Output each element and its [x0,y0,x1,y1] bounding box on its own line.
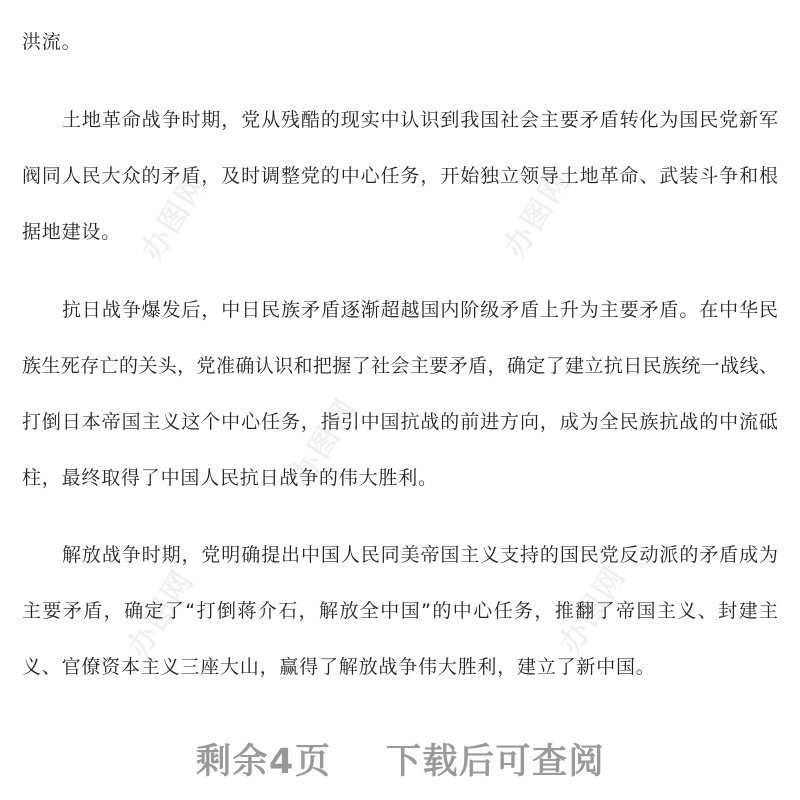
download-hint-link[interactable]: 下载后可查阅 [386,742,606,782]
watermark: 办图网 [284,391,366,492]
watermark: 办图网 [120,563,202,664]
remaining-pages-label: 剩余4页 [196,742,332,782]
text-line: 柱，最终取得了中国人民抗日战争的伟大胜利。 [22,467,438,489]
text-line: 阀同人民大众的矛盾，及时调整党的中心任务，开始独立领导土地革命、武装斗争和根 [22,165,778,187]
text-line: 族生死存亡的关头，党准确认识和把握了社会主要矛盾，确定了建立抗日民族统一战线、 [22,355,778,377]
watermark: 办图网 [134,166,216,267]
text-line: 解放战争时期，党明确提出中国人民同美帝国主义支持的国民党反动派的矛盾成为 [62,544,778,566]
text-line: 土地革命战争时期，党从残酷的现实中认识到我国社会主要矛盾转化为国民党新军 [62,109,778,131]
text-line: 义、官僚资本主义三座大山，赢得了解放战争伟大胜利，建立了新中国。 [22,656,656,678]
text-line: 主要矛盾，确定了“打倒蒋介石，解放全中国”的中心任务，推翻了帝国主义、封建主 [22,600,778,622]
watermark: 办图网 [497,163,579,264]
watermark: 办图网 [552,559,634,660]
text-line: 打倒日本帝国主义这个中心任务，指引中国抗战的前进方向，成为全民族抗战的中流砥 [22,411,778,433]
text-line: 洪流。 [22,31,82,53]
text-line: 抗日战争爆发后，中日民族矛盾逐渐超越国内阶级矛盾上升为主要矛盾。在中华民 [62,299,778,321]
text-line: 据地建设。 [22,221,122,243]
